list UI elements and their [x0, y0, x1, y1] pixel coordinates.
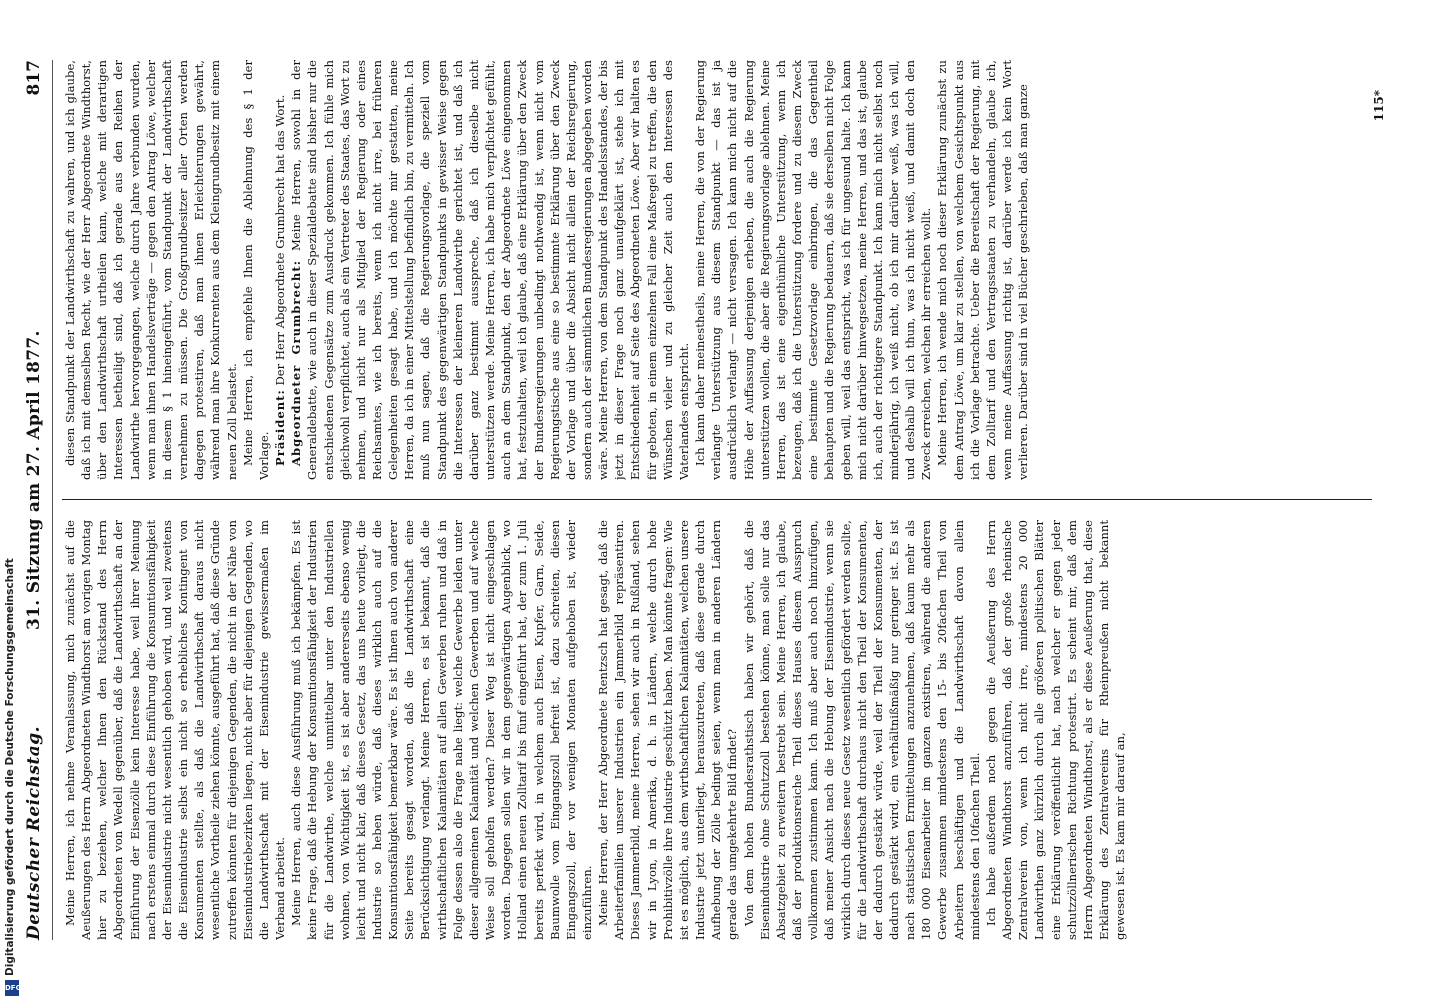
right-column [62, 60, 1372, 480]
paragraph: Präsident: Der Herr Abgeordnete Grumbrecht hat das Wort. [273, 94, 288, 466]
left-column [62, 520, 1372, 940]
paragraph: Meine Herren, auch diese Ausführung muß ich bekämpfen. Es ist keine Frage, daß die Hebung der Konsumtionsfähigkeit der Industrien für die Landwirthe, welche unmittelbar unter den Industriellen wohnen, von Wichtigkeit ist, es ist aber andererseits ebenso wenig leicht und nicht klar, daß dieses Gesetz, das uns heute vorliegt, die Industrie so heben würde, daß dieses wirklich auch auf die Konsumtionsfähigkeit bemerkbar wäre. Es ist Ihnen auch von anderer Seite bereits gesagt worden, daß die Landwirthschaft eine Berücksichtigung verlangt. Meine Herren, es ist bekannt, daß die wirthschaftlichen Kalamitäten auf allen Gewerben ruhen und daß in Folge dessen also die Frage nahe liegt: welche Gewerbe leiden unter dieser allgemeinen Kalamität und welchen Gewerben und auf welche Weise soll geholfen werden? Dieser Weg ist nicht eingeschlagen worden. Dagegen sollen wir in dem gegenwärtigen Augenblick, wo Holland einen neuen Zolltarif bis fünf eingeführt hat, der zum 1. Juli bereits perfekt wird, in welchem auch Eisen, Kupfer, Garn, Seide, Baumwolle vom Eingangszoll befreit ist, dazu schreiten, diesen Eingangszoll, der vor wenigen Monaten aufgehoben ist, wieder einzuführen. [289, 520, 594, 940]
paragraph: Meine Herren, ich wende mich noch dieser Erklärung zunächst zu dem Antrag Löwe, um klar zu stellen, von welchem Gesichtspunkt aus ich die Vorlage betrachte. Ueber die Bereitschaft der Regierung, mit dem Zolltarif und den Vertragsstaaten zu verhandeln, glaube ich, wenn meine Auffassung richtig ist, darüber werde ich kein Wort verlieren. Darüber sind in viel Bücher geschrieben, daß man ganze [935, 60, 1031, 480]
paragraph: Meine Herren, ich nehme Veranlassung, mich zunächst auf die Aeußerungen des Herrn Abgeordneten Windthorst am vorigen Montag hier zu beziehen, welcher Ihnen den Rückstand des Herrn Abgeordneten von Wedell gegenüber, daß die Landwirthschaft an der Einführung der Eisenzölle kein Interesse habe, weil ihrer Meinung nach erstens einmal durch diese Einführung die Konsumtionsfähigkeit der Eisenindustrie nicht wesentlich gehoben wird, und weil zweitens die Eisenindustrie selbst ein nicht so erhebliches Kontingent von Konsumenten stellte, als daß die Landwirthschaft daraus nicht wesentliche Vortheile ziehen könnte, ausgeführt hat, daß diese Gründe zutreffen könnten für diejenigen Gegenden, die nicht in der Nähe von Eisenindustriebezirken liegen, nicht aber für diejenigen Gegenden, wo die Landwirthschaft mit der Eisenindustrie gewissermaßen im Verband arbeitet. [63, 520, 288, 940]
session-line: 31. Sitzung am 27. April 1877. [24, 330, 44, 630]
paragraph: Abgeordneter Grumbrecht: Meine Herren, sowohl in der Generaldebatte, wie auch in dieser Spezialdebatte sind bisher nur die entschiedenen Gegensätze zum Ausdruck gekommen. Ich fühle mich gleichwohl verpflichtet, auch als ein Vertreter des Staates, das Wort zu nehmen, und nicht nur als Mitglied der Regierung oder eines Reichsamtes, wie ich bereits, wenn ich nicht irre, bei früheren Gelegenheiten gesagt habe, und ich möchte mir gestatten, meine Herren, da ich in einer Mittelstellung befindlich bin, zu vermitteln. Ich muß nun sagen, daß die Regierungsvorlage, die speziell vom Standpunkt des gegenwärtigen Standpunkts in gewisser Weise gegen die Interessen der kleineren Landwirthe gerichtet ist, und daß ich darüber ganz bestimmt ausspreche, daß ich dieselbe nicht unterstützen werde. Meine Herren, ich habe mich verpflichtet gefühlt, auch an dem Standpunkt, den der Abgeordnete Löwe eingenommen hat, festzuhalten, weil ich glaube, daß eine Erklärung über den Zweck der Bundesregierungen unbedingt nothwendig ist, wenn nicht vom Regierungstische aus eine so bestimmte Erklärung über den Zweck der Vorlage und über die Absicht nicht allein der Reichsregierung, sondern auch der sämmtlichen Bundesregierungen abgegeben worden wäre. Meine Herren, von dem Standpunkt des Handelsstandes, der bis jetzt in dieser Frage noch ganz unaufgeklärt ist, stehe ich mit Entschiedenheit auf Seite des Abgeordneten Löwe. Aber wir halten es für geboten, in einem einzelnen Fall eine Maßregel zu treffen, die den Wünschen vieler und zu gleicher Zeit auch den Interessen des Vaterlandes entspricht. [289, 60, 691, 480]
paragraph: Von dem hohen Bundesrathstisch haben wir gehört, daß die Eisenindustrie ohne Schutzzoll bestehen könne, man solle nur das Absatzgebiet zu erweitern bestrebt sein. Meine Herren, ich glaube, daß der produktionsreiche Theil dieses Hauses diesem Ausspruch vollkommen zustimmen kann. Ich muß aber auch noch hinzufügen, daß meiner Ansicht nach die Hebung der Eisenindustrie, wenn sie wirklich durch dieses neue Gesetz wesentlich gefördert werden sollte, für die Landwirthschaft durchaus nicht den Theil der Konsumenten, der dadurch gestärkt würde, weil der Theil der Konsumenten, der dadurch gestärkt wird, ein verhältnißmäßig nur geringer ist. Es ist nach statistischen Ermittelungen anzunehmen, daß kaum mehr als 180 000 Eisenarbeiter im ganzen existiren, während die anderen Gewerbe zusammen mindestens den 15- bis 20fachen Theil von Arbeitern beschäftigen und die Landwirthschaft davon allein mindestens den 10fachen Theil. [741, 520, 982, 940]
digitization-credit [2, 0, 20, 1000]
page-number: 817 [24, 60, 44, 96]
paragraph: Ich kann daher meinestheils, meine Herren, die von der Regierung verlangte Unterstützung aus diesem Standpunkt — das ist ja ausdrücklich verlangt — nicht versagen. Ich kann mich nicht auf die Höhe der Auffassung derjenigen erheben, die auch die Regierung unterstützen wollen, die aber die Regierungsvorlage ablehnen. Meine Herren, das ist eine eigenthümliche Unterstützung, wenn ich bezeugen, daß ich die Unterstützung fordere und zu diesem Zweck eine bestimmte Gesetzvorlage einbringen, die das Gegentheil behaupten und die Regierung bedauern, daß sie derselben nicht Folge geben will, weil das entspricht, was ich für ungesund halte. Ich kann mich nicht darüber hinwegsetzen, meine Herren, und das ist, glaube ich, auch der richtigere Standpunkt. Ich kann mich nicht selbst noch minderjährig, ich weiß nicht, ob ich mir darüber weiß, was ich will, und deshalb will ich thun, was ich nicht weiß, und damit doch den Zweck erreichen, welchen ihr erreichen wollt. [693, 60, 934, 480]
paragraph: Ich habe außerdem noch gegen die Aeußerung des Herrn Abgeordneten Windthorst anzuführen, daß der große rheinische Zentralverein von, wenn ich nicht irre, mindestens 20 000 Landwirthen ganz kürzlich durch alle größeren politischen Blätter eine Erklärung veröffentlicht hat, nach welcher er gegen jeder schutzzöllnerischen Richtung protestirt. Es scheint mir, daß dem Herrn Abgeordneten Windthorst, als er diese Aeußerung that, diese Erklärung des Zentralvereins für Rheinpreußen nicht bekannt gewesen ist. Es kam mir darauf an, [983, 520, 1128, 940]
header-rule [52, 60, 53, 940]
credit-text: Digitalisierung gefördert durch die Deutsche Forschungsgemeinschaft [4, 558, 16, 976]
speaker-name: Abgeordneter Grumbrecht: [289, 260, 304, 466]
dfg-logo: DFG [5, 980, 19, 996]
paragraph: diesen Standpunkt der Landwirthschaft zu wahren, und ich glaube, daß ich mit demselben Recht, wie der Herr Abgeordnete Windthorst, über den Landwirthschaft urtheilen kann, welche mit derartigen Interessen betheiligt sind, daß ich gerade aus den Reihen der Landwirthe hervorgegangen, welche durch Jahre verbunden wurden, wenn man ihnen Handelsverträge — gegen den Antrag Löwe, welcher in diesem § 1 hineingeführt, vom Standpunkt der Landwirthschaft vernehmen zu müssen. Die Großgrundbesitzer aller Orten werden dagegen protestiren, daß man ihnen Erleichterungen gewährt, während man ihre Konkurrenten aus dem Kleingrundbesitz mit einem neuen Zoll belastet. [63, 60, 239, 480]
signature-mark: 115* [1372, 90, 1386, 122]
publication-title: Deutscher Reichstag. [24, 725, 44, 940]
speaker-name: Präsident: [273, 389, 288, 466]
column-divider [62, 499, 1372, 500]
paragraph: Meine Herren, ich empfehle Ihnen die Ablehnung des § 1 der Vorlage. [240, 60, 271, 480]
page-header [24, 60, 50, 940]
paragraph: Meine Herren, der Herr Abgeordnete Rentzsch hat gesagt, daß die Arbeiterfamilien unserer Industrien ein Jammerbild repräsentiren. Dieses Jammerbild, meine Herren, sehen wir auch in Rußland, sehen wir in Lyon, in Amerika, d. h. in Ländern, welche durch hohe Prohibitivzölle ihre Industrie geschützt haben. Man könnte fragen: Wie ist es möglich, aus dem wirthschaftlichen Kalamitäten, welchen unsere Industrie jetzt unterliegt, herauszutreten, daß diese gerade durch Aufhebung der Zölle bedingt seien, wenn man in anderen Ländern gerade das umgekehrte Bild findet? [596, 520, 740, 940]
